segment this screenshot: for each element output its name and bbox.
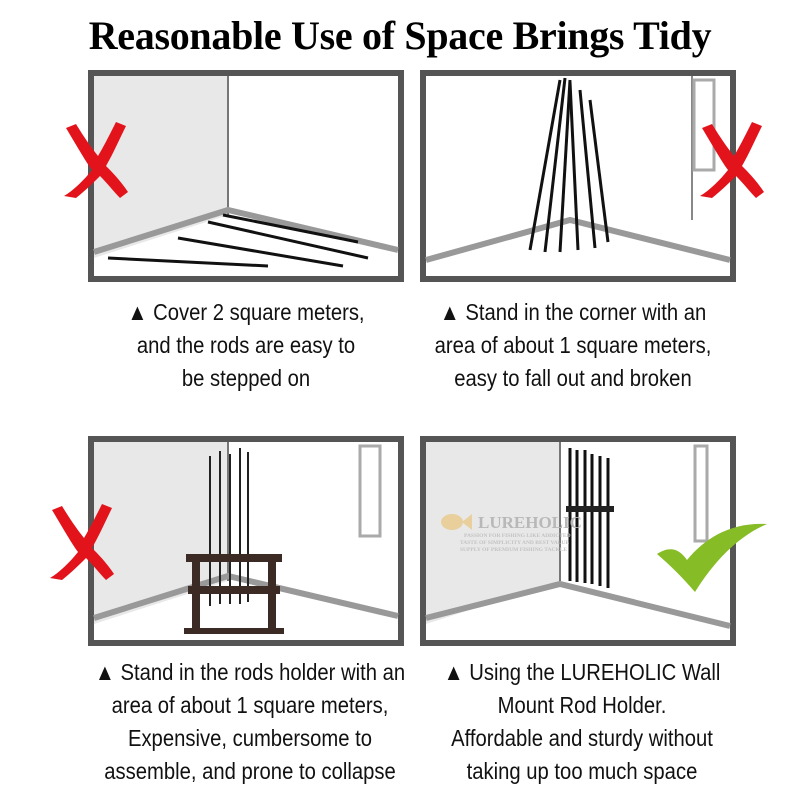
- cross-icon: [58, 118, 130, 200]
- page-title: Reasonable Use of Space Brings Tidy: [88, 13, 712, 58]
- cross-icon: [44, 500, 116, 582]
- scene-rods-in-corner: [420, 70, 736, 282]
- lureholic-watermark: LUREHOLIC: [478, 513, 582, 532]
- caption-line: easy to fall out and broken: [454, 365, 692, 391]
- caption-line: Affordable and sturdy without: [451, 725, 713, 751]
- caption-floor-holder: [74, 656, 426, 788]
- caption-line: and the rods are easy to: [136, 332, 356, 358]
- caption-line: taking up too much space: [466, 758, 698, 784]
- scene-floor-rod-holder: [88, 436, 404, 648]
- caption-line: ▲ Stand in the corner with an: [439, 299, 707, 325]
- caption-wall-mount: [415, 656, 749, 788]
- caption-line: ▲ Using the LUREHOLIC Wall: [443, 659, 721, 685]
- caption-line: assemble, and prone to collapse: [104, 758, 396, 784]
- caption-line: ▲ Stand in the rods holder with an: [94, 659, 406, 685]
- caption-line: area of about 1 square meters,: [111, 692, 389, 718]
- caption-corner: [406, 296, 740, 395]
- caption-floor: [79, 296, 413, 395]
- caption-line: be stepped on: [181, 365, 311, 391]
- caption-line: ▲ Cover 2 square meters,: [127, 299, 365, 325]
- cross-icon: [694, 118, 766, 200]
- caption-line: Expensive, cumbersome to: [127, 725, 373, 751]
- scene-rods-on-floor: [88, 70, 404, 282]
- svg-text:SUPPLY OF PREMIUM FISHING TACK: SUPPLY OF PREMIUM FISHING TACKLE: [460, 547, 568, 553]
- checkmark-icon: [655, 516, 770, 596]
- caption-line: area of about 1 square meters,: [434, 332, 712, 358]
- svg-text:PASSION FOR FISHING LIKE ADDIC: PASSION FOR FISHING LIKE ADDICTED: [464, 533, 571, 539]
- svg-text:TASTE OF SIMPLICITY AND BEST V: TASTE OF SIMPLICITY AND BEST VALUE: [460, 540, 570, 546]
- caption-line: Mount Rod Holder.: [497, 692, 667, 718]
